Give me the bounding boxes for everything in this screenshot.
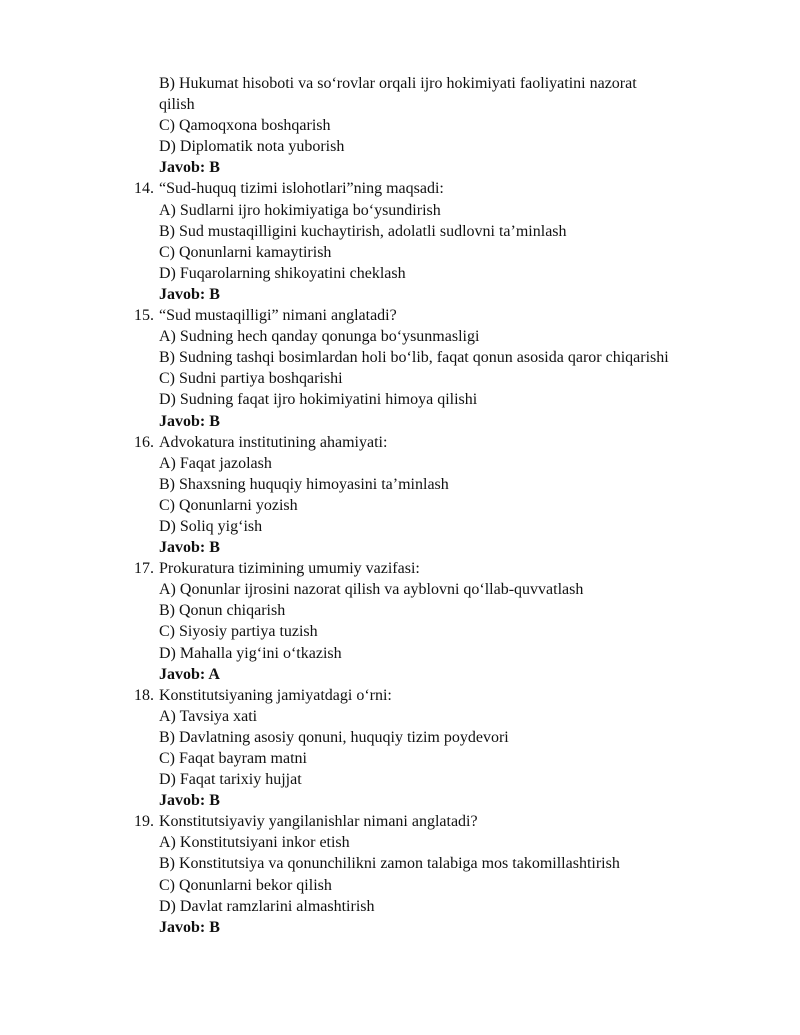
option-d: D) Davlat ramzlarini almashtirish (159, 897, 375, 915)
question-16 (0, 432, 800, 559)
question-number: 14. (134, 180, 154, 198)
question-number: 16. (134, 433, 154, 451)
option-d: D) Fuqarolarning shikoyatini cheklash (159, 264, 406, 282)
question-17 (0, 558, 800, 685)
option-d: D) Sudning faqat ijro hokimiyatini himoya qilishi (159, 391, 478, 409)
question-number: 18. (134, 686, 154, 704)
option-b: B) Davlatning asosiy qonuni, huquqiy tizim poydevori (159, 728, 509, 746)
option-d: D) Soliq yig‘ish (159, 517, 263, 535)
question-text (0, 305, 800, 326)
question-15 (0, 305, 800, 432)
question-prompt: “Sud-huquq tizimi islohotlari”ning maqsadi: (159, 180, 444, 198)
question-text (0, 558, 800, 579)
question-text (0, 178, 800, 199)
question-14 (0, 178, 800, 305)
option-b: B) Qonun chiqarish (159, 602, 286, 620)
option-a: A) Konstitutsiyani inkor etish (159, 834, 350, 852)
question-prompt: “Sud mustaqilligi” nimani anglatadi? (159, 307, 397, 325)
answer: Javob: B (159, 918, 220, 936)
question-prompt: Konstitutsiyaviy yangilanishlar nimani anglatadi? (159, 813, 478, 831)
option-b: B) Konstitutsiya va qonunchilikni zamon talabiga mos takomillashtirish (159, 855, 620, 873)
option-c: C) Qonunlarni yozish (159, 496, 298, 514)
option-b: B) Hukumat hisoboti va so‘rovlar orqali ijro hokimiyati faoliyatini nazorat (159, 75, 637, 92)
answer: Javob: B (159, 792, 220, 810)
question-number: 17. (134, 560, 154, 578)
option-b: B) Sudning tashqi bosimlardan holi bo‘lib, faqat qonun asosida qaror chiqarishi (159, 349, 669, 367)
option-d: D) Faqat tarixiy hujjat (159, 771, 302, 789)
option-a: A) Sudlarni ijro hokimiyatiga bo‘ysundirish (159, 201, 441, 219)
document-page (0, 73, 800, 938)
option-b: B) Shaxsning huquqiy himoyasini ta’minlash (159, 475, 449, 493)
option-b-wrap: qilish (159, 96, 195, 114)
question-number: 19. (134, 813, 154, 831)
question-prompt: Prokuratura tizimining umumiy vazifasi: (159, 560, 420, 578)
option-d: D) Mahalla yig‘ini o‘tkazish (159, 644, 342, 662)
question-13-continuation (0, 73, 800, 178)
question-number: 15. (134, 307, 154, 325)
answer: Javob: B (159, 539, 220, 557)
option-a: A) Tavsiya xati (159, 707, 258, 725)
option-c: C) Sudni partiya boshqarishi (159, 370, 343, 388)
answer: Javob: B (159, 285, 220, 303)
answer: Javob: B (159, 159, 220, 177)
option-a: A) Sudning hech qanday qonunga bo‘ysunmasligi (159, 328, 480, 346)
option-b: B) Sud mustaqilligini kuchaytirish, adolatli sudlovni ta’minlash (159, 222, 567, 240)
answer: Javob: A (159, 665, 220, 683)
option-c: C) Faqat bayram matni (159, 750, 307, 767)
option-a: A) Faqat jazolash (159, 454, 272, 472)
question-text (0, 685, 800, 706)
option-c: C) Qamoqxona boshqarish (159, 117, 331, 135)
question-text (0, 432, 800, 453)
question-text (0, 811, 800, 832)
option-c: C) Qonunlarni kamaytirish (159, 243, 332, 261)
option-d: D) Diplomatik nota yuborish (159, 138, 345, 156)
option-c: C) Siyosiy partiya tuzish (159, 623, 318, 641)
question-19 (0, 811, 800, 938)
question-prompt: Advokatura institutining ahamiyati: (159, 433, 388, 451)
option-a: A) Qonunlar ijrosini nazorat qilish va ayblovni qo‘llab-quvvatlash (159, 581, 584, 599)
question-prompt: Konstitutsiyaning jamiyatdagi o‘rni: (159, 686, 392, 704)
answer: Javob: B (159, 412, 220, 430)
option-c: C) Qonunlarni bekor qilish (159, 876, 332, 894)
question-18 (0, 685, 800, 812)
